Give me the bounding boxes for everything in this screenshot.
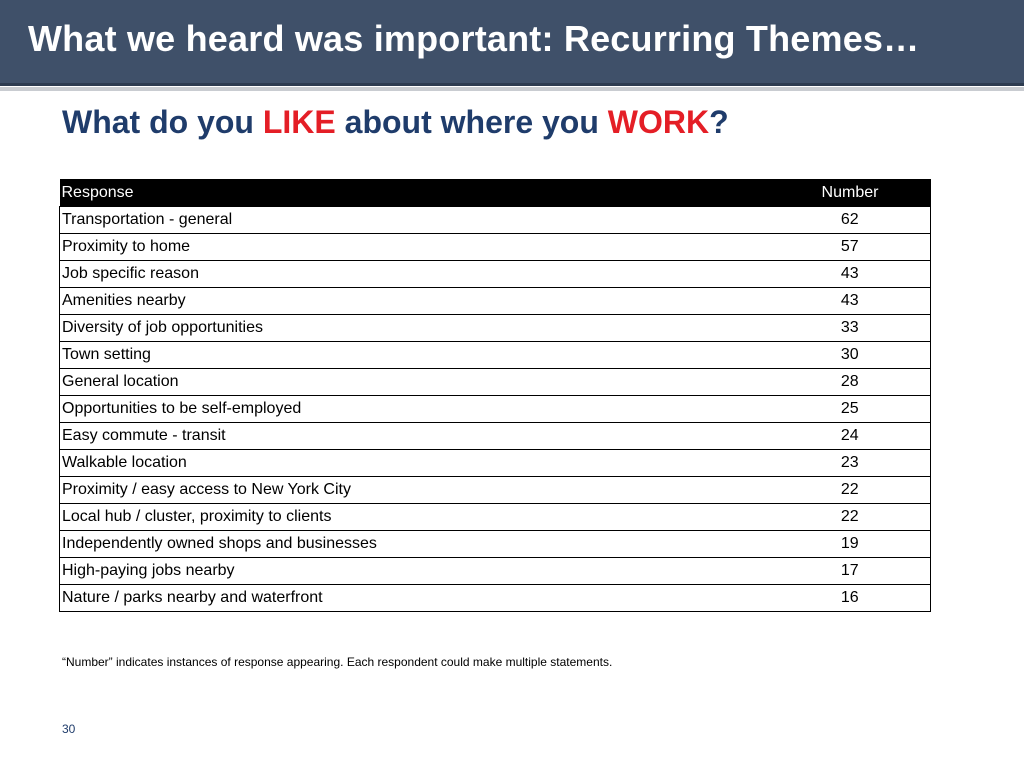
response-cell: Job specific reason: [60, 261, 770, 288]
table-row: [60, 288, 931, 315]
title-divider: [0, 87, 1024, 91]
number-cell: 43: [770, 288, 931, 315]
table-row: [60, 558, 931, 585]
number-cell: 43: [770, 261, 931, 288]
number-cell: 57: [770, 234, 931, 261]
table-row: [60, 369, 931, 396]
response-cell: Opportunities to be self-employed: [60, 396, 770, 423]
table-header-row: [60, 179, 931, 207]
response-cell: Independently owned shops and businesses: [60, 531, 770, 558]
number-cell: 30: [770, 342, 931, 369]
subtitle-emphasis-work: WORK: [607, 104, 710, 140]
table-row: [60, 450, 931, 477]
responses-table: [59, 179, 931, 612]
table-row: [60, 342, 931, 369]
table-row: [60, 531, 931, 558]
table-row: [60, 477, 931, 504]
slide-subtitle: [62, 104, 729, 141]
table-row: [60, 315, 931, 342]
number-cell: 22: [770, 504, 931, 531]
number-cell: 23: [770, 450, 931, 477]
number-cell: 22: [770, 477, 931, 504]
header-number: Number: [770, 179, 931, 207]
number-cell: 17: [770, 558, 931, 585]
number-cell: 25: [770, 396, 931, 423]
response-cell: General location: [60, 369, 770, 396]
response-cell: Proximity to home: [60, 234, 770, 261]
number-cell: 19: [770, 531, 931, 558]
slide-title: What we heard was important: Recurring Themes…: [28, 18, 920, 59]
subtitle-emphasis-like: LIKE: [262, 104, 336, 140]
response-cell: Diversity of job opportunities: [60, 315, 770, 342]
header-response: Response: [60, 179, 770, 207]
response-cell: Local hub / cluster, proximity to clients: [60, 504, 770, 531]
table-row: [60, 207, 931, 234]
subtitle-part-3: ?: [709, 104, 729, 140]
response-cell: Walkable location: [60, 450, 770, 477]
number-cell: 62: [770, 207, 931, 234]
response-cell: Nature / parks nearby and waterfront: [60, 585, 770, 612]
table-row: [60, 234, 931, 261]
title-bar: [0, 0, 1024, 86]
table-row: [60, 504, 931, 531]
number-cell: 33: [770, 315, 931, 342]
response-cell: Transportation - general: [60, 207, 770, 234]
page-number: 30: [62, 722, 76, 736]
number-cell: 28: [770, 369, 931, 396]
number-cell: 24: [770, 423, 931, 450]
subtitle-part-2: about where you: [335, 104, 608, 140]
response-cell: Proximity / easy access to New York City: [60, 477, 770, 504]
response-cell: Town setting: [60, 342, 770, 369]
response-cell: Amenities nearby: [60, 288, 770, 315]
response-cell: High-paying jobs nearby: [60, 558, 770, 585]
table-row: [60, 585, 931, 612]
subtitle-part-1: What do you: [62, 104, 263, 140]
table-row: [60, 261, 931, 288]
response-cell: Easy commute - transit: [60, 423, 770, 450]
number-cell: 16: [770, 585, 931, 612]
table-body: [60, 207, 931, 612]
footnote: “Number” indicates instances of response appearing. Each respondent could make multiple statements.: [62, 655, 613, 669]
table-row: [60, 423, 931, 450]
table-row: [60, 396, 931, 423]
